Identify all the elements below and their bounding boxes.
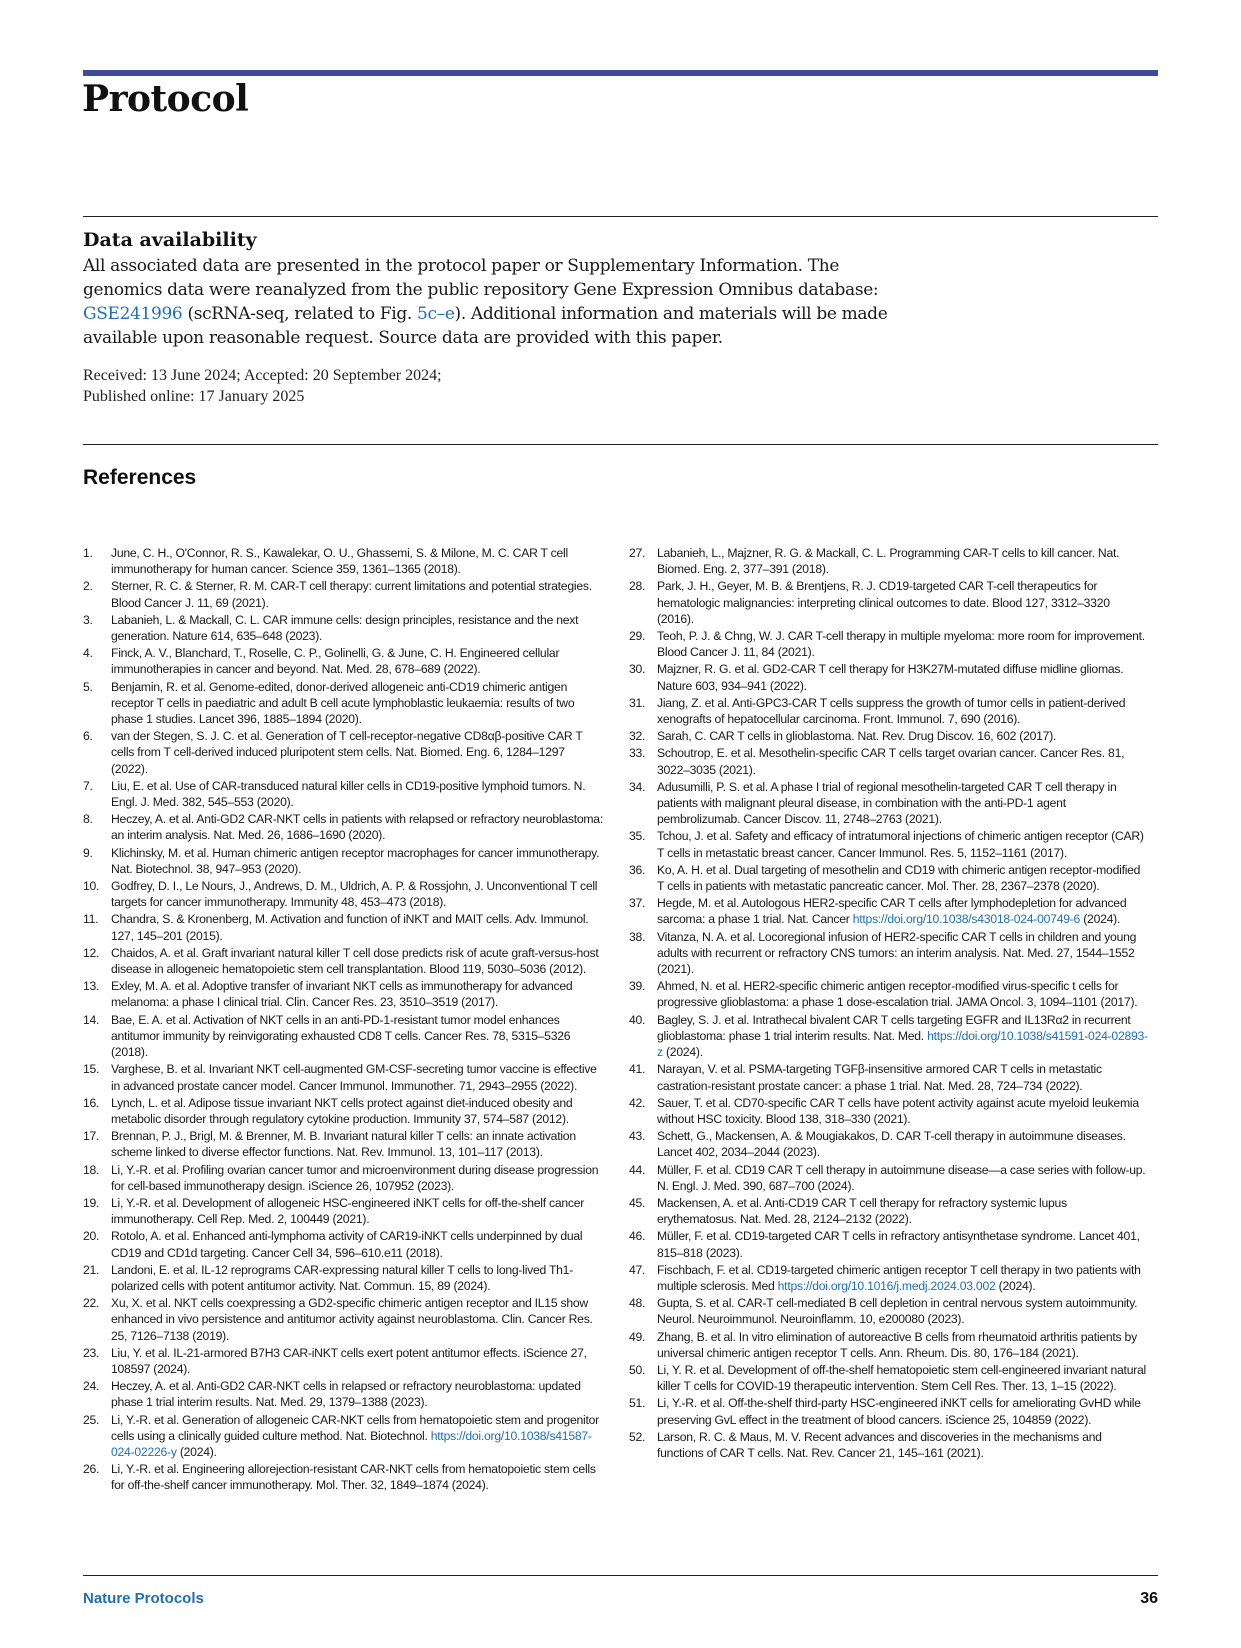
reference-number: 12. [83,945,100,960]
reference-item [83,978,603,1010]
reference-number: 6. [83,729,93,744]
published-online-date: Published online: 17 January 2025 [83,388,305,405]
reference-text [657,779,1149,828]
references-heading: References [83,466,197,489]
reference-item [83,1461,603,1493]
reference-number: 49. [629,1329,646,1344]
reference-item [83,1095,603,1127]
reference-text [111,811,603,843]
reference-year: (2024). [1080,912,1121,927]
reference-item [629,828,1149,860]
reference-text [111,1262,603,1294]
reference-number: 50. [629,1362,646,1377]
reference-item [629,895,1149,927]
reference-text [111,878,603,910]
reference-item [629,695,1149,727]
reference-citation: Müller, F. et al. CD19 CAR T cell therapy in autoimmune disease—a case series with follow-up. N. Engl. J. Med. 390, 687–700 (2024). [657,1162,1146,1193]
reference-citation: Landoni, E. et al. IL-12 reprograms CAR-expressing natural killer T cells to long-lived Th1-polarized cells with potent antitumor activity. Nat. Commun. 15, 89 (2024). [111,1262,574,1293]
reference-number: 15. [83,1062,100,1077]
reference-item [83,878,603,910]
reference-citation: Godfrey, D. I., Le Nours, J., Andrews, D. M., Uldrich, A. P. & Rossjohn, J. Unconventional T cell targets for cancer immunotherapy. Immunity 48, 453–473 (2018). [111,879,598,910]
reference-item [83,1128,603,1160]
reference-citation: Klichinsky, M. et al. Human chimeric antigen receptor macrophages for cancer immunotherapy. Nat. Biotechnol. 38, 947–953 (2020). [111,845,600,876]
reference-citation: Heczey, A. et al. Anti-GD2 CAR-NKT cells in patients with relapsed or refractory neuroblastoma: an interim analysis. Nat. Med. 26, 1686–1690 (2020). [111,812,603,843]
reference-citation: Gupta, S. et al. CAR-T cell-mediated B cell depletion in central nervous system autoimmunity. Neurol. Neuroimmunol. Neuroinflamm. 10, e200080 (2023). [657,1296,1138,1327]
reference-number: 24. [83,1379,100,1394]
reference-text [111,911,603,943]
data-availability-text-2: (scRNA-seq, related to Fig. [182,304,418,324]
reference-text [111,1295,603,1344]
section-divider [83,444,1158,445]
reference-number: 8. [83,812,93,827]
reference-number: 35. [629,829,646,844]
reference-citation: Li, Y.-R. et al. Profiling ovarian cancer tumor and microenvironment during disease progression for cell-based immunotherapy design. iScience 26, 107952 (2023). [111,1162,599,1193]
reference-citation: Sarah, C. CAR T cells in glioblastoma. Nat. Rev. Drug Discov. 16, 602 (2017). [657,729,1057,744]
reference-text [111,1061,603,1093]
reference-item [629,1128,1149,1160]
reference-year: (2024). [995,1278,1036,1293]
reference-citation: Rotolo, A. et al. Enhanced anti-lymphoma activity of CAR19-iNKT cells underpinned by dual CD19 and CD1d targeting. Cancer Cell 34, 596–610.e11 (2018). [111,1229,583,1260]
data-availability-text-1: All associated data are presented in the protocol paper or Supplementary Information. The genomics data were reanalyzed from the public repository Gene Expression Omnibus database: [83,256,879,300]
reference-item [629,1162,1149,1194]
reference-text [111,1412,603,1461]
reference-item [629,1195,1149,1227]
reference-number: 27. [629,546,646,560]
reference-citation: Schett, G., Mackensen, A. & Mougiakakos, D. CAR T-cell therapy in autoimmune diseases. Lancet 402, 2034–2044 (2023). [657,1129,1126,1160]
reference-number: 11. [83,912,99,927]
reference-text [111,945,603,977]
footer-divider [83,1575,1158,1576]
reference-item [629,929,1149,978]
reference-text [657,978,1149,1010]
data-availability-text [83,254,903,350]
reference-number: 29. [629,629,646,644]
reference-number: 5. [83,679,93,694]
reference-number: 1. [83,546,93,560]
reference-number: 41. [629,1062,646,1077]
reference-number: 7. [83,778,93,793]
reference-item [629,1262,1149,1294]
reference-text [111,1128,603,1160]
reference-text [657,1262,1149,1294]
reference-number: 25. [83,1412,100,1427]
reference-number: 48. [629,1296,646,1311]
article-type-heading: Protocol [82,78,249,120]
reference-citation: Heczey, A. et al. Anti-GD2 CAR-NKT cells in relapsed or refractory neuroblastoma: updated phase 1 trial interim results. Nat. Med. 29, 1379–1388 (2023). [111,1379,581,1410]
reference-item [629,578,1149,627]
reference-text [111,1461,603,1493]
reference-number: 30. [629,662,646,677]
reference-number: 39. [629,979,646,994]
reference-text [657,1395,1149,1427]
reference-number: 26. [83,1462,100,1477]
reference-text [657,828,1149,860]
reference-item [83,945,603,977]
reference-citation: Larson, R. C. & Maus, M. V. Recent advances and discoveries in the mechanisms and functions of CAR T cells. Nat. Rev. Cancer 21, 145–161 (2021). [657,1429,1102,1460]
reference-citation: Bae, E. A. et al. Activation of NKT cells in an anti-PD-1-resistant tumor model enhances antitumor immunity by reinvigorating exhausted CD8 T cells. Cancer Res. 78, 5315–5326 (2018). [111,1012,571,1060]
data-availability-text-3: ). Additional information and materials will be made available upon reasonable request. Source data are provided with this paper. [83,304,888,348]
reference-citation: Majzner, R. G. et al. GD2-CAR T cell therapy for H3K27M-mutated diffuse midline gliomas. Nature 603, 934–941 (2022). [657,662,1124,693]
data-availability-heading: Data availability [83,229,257,251]
reference-text [111,1012,603,1061]
reference-year: (2024). [176,1444,217,1459]
footer-journal-name: Nature Protocols [83,1590,204,1607]
reference-year: (2024). [662,1045,703,1060]
reference-citation: Li, Y.-R. et al. Development of allogeneic HSC-engineered iNKT cells for off-the-shelf cancer immunotherapy. Cell Rep. Med. 2, 100449 (2021). [111,1195,585,1227]
reference-item [629,745,1149,777]
reference-text [657,1061,1149,1093]
section-divider [83,216,1158,217]
reference-citation: Tchou, J. et al. Safety and efficacy of intratumoral injections of chimeric antigen receptor (CAR) T cells in metastatic breast cancer. Cancer Immunol. Res. 5, 1152–1161 (2017). [657,829,1144,860]
reference-item [629,1362,1149,1394]
reference-item [629,1228,1149,1260]
reference-item [83,1412,603,1461]
reference-citation: Narayan, V. et al. PSMA-targeting TGFβ-insensitive armored CAR T cells in metastatic castration-resistant prostate cancer: a phase 1 trial. Nat. Med. 28, 724–734 (2022). [657,1062,1102,1093]
reference-item [83,645,603,677]
reference-text [657,745,1149,777]
reference-citation: Brennan, P. J., Brigl, M. & Brenner, M. B. Invariant natural killer T cells: an innate activation scheme linked to diverse effector functions. Nat. Rev. Immunol. 13, 101–117 (2013). [111,1129,576,1160]
reference-citation: Chaidos, A. et al. Graft invariant natural killer T cell dose predicts risk of acute graft-versus-host disease in allogeneic hematopoietic stem cell transplantation. Blood 119, 5030–5036 (2012). [111,945,599,977]
reference-text [111,845,603,877]
reference-text [657,1228,1149,1260]
reference-citation: Li, Y.-R. et al. Engineering allorejection-resistant CAR-NKT cells from hematopoietic stem cells for off-the-shelf cancer immunotherapy. Mol. Ther. 32, 1849–1874 (2024). [111,1462,596,1493]
reference-number: 37. [629,896,646,911]
reference-item [83,1162,603,1194]
reference-number: 3. [83,612,93,627]
reference-text [111,728,603,777]
received-accepted-dates: Received: 13 June 2024; Accepted: 20 September 2024; [83,367,442,384]
reference-citation: Chandra, S. & Kronenberg, M. Activation and function of iNKT and MAIT cells. Adv. Immunol. 127, 145–201 (2015). [111,912,589,943]
reference-number: 44. [629,1162,646,1177]
reference-citation: Labanieh, L. & Mackall, C. L. CAR immune cells: design principles, resistance and the next generation. Nature 614, 635–648 (2023). [111,612,579,644]
reference-text [657,1162,1149,1194]
reference-item [629,1295,1149,1327]
reference-number: 31. [629,695,646,710]
reference-item [83,811,603,843]
reference-citation: Park, J. H., Geyer, M. B. & Brentjens, R. J. CD19-targeted CAR T-cell therapeutics for hematologic malignancies: interpreting clinical outcomes to date. Blood 127, 3312–3320 (2016). [657,579,1110,626]
reference-number: 13. [83,979,100,994]
reference-item [629,1395,1149,1427]
reference-item [629,545,1149,577]
reference-citation: Benjamin, R. et al. Genome-edited, donor-derived allogeneic anti-CD19 chimeric antigen receptor T cells in paediatric and adult B cell acute lymphoblastic leukaemia: results of two phase 1 studies. Lancet 396, 1885–1894 (2020). [111,679,575,727]
reference-doi-link[interactable]: https://doi.org/10.1038/s41591-024-02893-z [657,1028,1148,1060]
reference-item [629,1095,1149,1127]
reference-text [657,728,1149,744]
reference-citation: Ahmed, N. et al. HER2-specific chimeric antigen receptor-modified virus-specific t cells for progressive glioblastoma: a phase 1 dose-escalation trial. JAMA Oncol. 3, 1094–1101 (2017). [657,979,1138,1010]
reference-item [83,679,603,728]
reference-text [657,1012,1149,1061]
reference-number: 38. [629,929,646,944]
references-column-left [83,545,603,1495]
reference-citation: Müller, F. et al. CD19-targeted CAR T cells in refractory antisynthetase syndrome. Lancet 401, 815–818 (2023). [657,1229,1140,1260]
reference-item [629,661,1149,693]
reference-item [83,1228,603,1260]
reference-citation: Zhang, B. et al. In vitro elimination of autoreactive B cells from rheumatoid arthritis patients by universal chimeric antigen receptor T cells. Ann. Rheum. Dis. 80, 176–184 (2021). [657,1329,1137,1360]
reference-text [111,1195,603,1227]
reference-citation: Li, Y. R. et al. Development of off-the-shelf hematopoietic stem cell-engineered invariant natural killer T cells for COVID-19 therapeutic intervention. Stem Cell Res. Ther. 13, 1–15 (2022). [657,1362,1147,1394]
reference-text [111,545,603,577]
reference-citation: Jiang, Z. et al. Anti-GPC3-CAR T cells suppress the growth of tumor cells in patient-derived xenografts of hepatocellular carcinoma. Front. Immunol. 7, 690 (2016). [657,695,1126,727]
reference-doi-link[interactable]: https://doi.org/10.1016/j.medj.2024.03.002 [777,1278,996,1293]
reference-item [629,1429,1149,1461]
reference-doi-link[interactable]: https://doi.org/10.1038/s43018-024-00749-6 [852,912,1081,927]
reference-text [657,862,1149,894]
reference-text [657,1195,1149,1227]
reference-citation: Li, Y.-R. et al. Generation of allogeneic CAR-NKT cells from hematopoietic stem and progenitor cells using a clinically guided culture method. Nat. Biotechnol. [111,1412,599,1443]
reference-number: 23. [83,1345,100,1360]
reference-item [83,1262,603,1294]
reference-text [111,1162,603,1194]
reference-text [657,1362,1149,1394]
reference-text [111,1345,603,1377]
header-accent-bar [83,70,1158,76]
reference-item [83,578,603,610]
reference-number: 21. [83,1262,100,1277]
reference-item [83,1378,603,1410]
reference-citation: Bagley, S. J. et al. Intrathecal bivalent CAR T cells targeting EGFR and IL13Rα2 in recurrent glioblastoma: phase 1 trial interim results. Nat. Med. [657,1012,1131,1043]
reference-citation: Liu, E. et al. Use of CAR-transduced natural killer cells in CD19-positive lymphoid tumors. N. Engl. J. Med. 382, 545–553 (2020). [111,778,586,810]
reference-number: 51. [629,1396,646,1411]
reference-item [629,862,1149,894]
reference-text [657,628,1149,660]
reference-text [111,578,603,610]
reference-item [83,1195,603,1227]
reference-text [657,695,1149,727]
reference-text [111,978,603,1010]
reference-citation: Sterner, R. C. & Sterner, R. M. CAR-T cell therapy: current limitations and potential strategies. Blood Cancer J. 11, 69 (2021). [111,579,592,610]
reference-citation: Fischbach, F. et al. CD19-targeted chimeric antigen receptor T cell therapy in two patients with multiple sclerosis. Med [657,1262,1141,1293]
reference-number: 42. [629,1095,646,1110]
reference-text [111,1228,603,1260]
reference-text [657,578,1149,627]
reference-item [83,545,603,577]
reference-citation: Liu, Y. et al. IL-21-armored B7H3 CAR-iNKT cells exert potent antitumor effects. iScience 27, 108597 (2024). [111,1345,587,1376]
reference-item [629,1329,1149,1361]
reference-citation: Adusumilli, P. S. et al. A phase I trial of regional mesothelin-targeted CAR T cell therapy in patients with malignant pleural disease, in combination with the anti-PD-1 agent pembrolizumab. Cancer Discov. 11, 2748–2763 (2021). [657,779,1117,827]
reference-item [83,1061,603,1093]
reference-item [629,978,1149,1010]
reference-citation: June, C. H., O'Connor, R. S., Kawalekar, O. U., Ghassemi, S. & Milone, M. C. CAR T cell immunotherapy for human cancer. Science 359, 1361–1365 (2018). [111,546,568,577]
reference-item [629,1061,1149,1093]
page-number: 36 [1140,1590,1158,1607]
reference-item [83,1295,603,1344]
reference-citation: Ko, A. H. et al. Dual targeting of mesothelin and CD19 with chimeric antigen receptor-modified T cells in patients with metastatic pancreatic cancer. Mol. Ther. 28, 2367–2378 (2020). [657,862,1141,894]
reference-number: 18. [83,1162,100,1177]
reference-number: 20. [83,1229,100,1244]
reference-number: 10. [83,879,100,894]
reference-text [657,1329,1149,1361]
reference-item [83,612,603,644]
reference-number: 9. [83,845,93,860]
reference-citation: Varghese, B. et al. Invariant NKT cell-augmented GM-CSF-secreting tumor vaccine is effective in advanced prostate cancer model. Cancer Immunol. Immunother. 71, 2943–2955 (2022). [111,1062,597,1093]
reference-text [111,645,603,677]
reference-number: 32. [629,729,646,744]
reference-number: 43. [629,1129,646,1144]
reference-number: 40. [629,1012,646,1027]
reference-item [83,1012,603,1061]
reference-citation: Li, Y.-R. et al. Off-the-shelf third-party HSC-engineered iNKT cells for ameliorating GvHD while preserving GvL effect in the treatment of blood cancers. iScience 25, 104859 (2022). [657,1396,1141,1427]
reference-number: 17. [83,1129,100,1144]
reference-text [657,1295,1149,1327]
reference-number: 47. [629,1262,646,1277]
reference-item [83,845,603,877]
reference-text [111,612,603,644]
reference-number: 52. [629,1429,646,1444]
figure-link[interactable]: 5c–e [417,304,455,324]
reference-item [629,728,1149,744]
reference-text [657,1429,1149,1461]
reference-text [111,1378,603,1410]
reference-citation: Finck, A. V., Blanchard, T., Roselle, C. P., Golinelli, G. & June, C. H. Engineered cellular immunotherapies in cancer and beyond. Nat. Med. 28, 678–689 (2022). [111,646,560,677]
reference-text [111,1095,603,1127]
reference-citation: Hegde, M. et al. Autologous HER2-specific CAR T cells after lymphodepletion for advanced sarcoma: a phase 1 trial. Nat. Cancer [657,896,1127,927]
reference-text [657,895,1149,927]
reference-citation: Labanieh, L., Majzner, R. G. & Mackall, C. L. Programming CAR-T cells to kill cancer. Nat. Biomed. Eng. 2, 377–391 (2018). [657,546,1120,577]
reference-number: 45. [629,1195,646,1210]
reference-number: 28. [629,579,646,594]
reference-number: 36. [629,862,646,877]
reference-number: 22. [83,1296,100,1311]
reference-number: 14. [83,1012,100,1027]
reference-number: 33. [629,746,646,761]
reference-citation: Lynch, L. et al. Adipose tissue invariant NKT cells protect against diet-induced obesity and metabolic disorder through regulatory cytokine production. Immunity 37, 574–587 (2012). [111,1095,573,1126]
reference-text [657,1095,1149,1127]
reference-number: 19. [83,1195,100,1210]
reference-citation: Mackensen, A. et al. Anti-CD19 CAR T cell therapy for refractory systemic lupus erythematosus. Nat. Med. 28, 2124–2132 (2022). [657,1195,1067,1227]
reference-citation: van der Stegen, S. J. C. et al. Generation of T cell-receptor-negative CD8αβ-positive CAR T cells from T cell-derived induced pluripotent stem cells. Nat. Biomed. Eng. 6, 1284–1297 (2022). [111,729,583,776]
reference-number: 2. [83,579,93,594]
reference-item [629,628,1149,660]
reference-item [629,779,1149,828]
reference-item [83,728,603,777]
reference-text [657,1128,1149,1160]
reference-citation: Vitanza, N. A. et al. Locoregional infusion of HER2-specific CAR T cells in children and young adults with recurrent or refractory CNS tumors: an interim analysis. Nat. Med. 27, 1544–1552 (2021). [657,929,1137,977]
publication-dates [83,365,442,407]
reference-item [83,1345,603,1377]
reference-text [657,929,1149,978]
reference-citation: Schoutrop, E. et al. Mesothelin-specific CAR T cells target ovarian cancer. Cancer Res. 81, 3022–3035 (2021). [657,746,1125,777]
reference-item [83,778,603,810]
reference-item [83,911,603,943]
reference-citation: Teoh, P. J. & Chng, W. J. CAR T-cell therapy in multiple myeloma: more room for improvement. Blood Cancer J. 11, 84 (2021). [657,629,1145,660]
references-column-right [629,545,1149,1462]
reference-text [657,661,1149,693]
reference-text [111,679,603,728]
reference-number: 46. [629,1229,646,1244]
geo-accession-link[interactable]: GSE241996 [83,304,183,324]
reference-number: 34. [629,779,646,794]
reference-text [657,545,1149,577]
reference-text [111,778,603,810]
reference-citation: Exley, M. A. et al. Adoptive transfer of invariant NKT cells as immunotherapy for advanced melanoma: a phase I clinical trial. Clin. Cancer Res. 23, 3510–3519 (2017). [111,979,573,1010]
reference-citation: Xu, X. et al. NKT cells coexpressing a GD2-specific chimeric antigen receptor and IL15 show enhanced in vivo persistence and antitumor activity against neuroblastoma. Clin. Cancer Res. 25, 7126–7138 (2019). [111,1296,593,1343]
reference-doi-link[interactable]: https://doi.org/10.1038/s41587-024-02226-y [111,1428,592,1459]
reference-item [629,1012,1149,1061]
reference-number: 4. [83,646,93,661]
reference-citation: Sauer, T. et al. CD70-specific CAR T cells have potent activity against acute myeloid leukemia without HSC toxicity. Blood 138, 318–330 (2021). [657,1095,1139,1126]
reference-number: 16. [83,1095,100,1110]
